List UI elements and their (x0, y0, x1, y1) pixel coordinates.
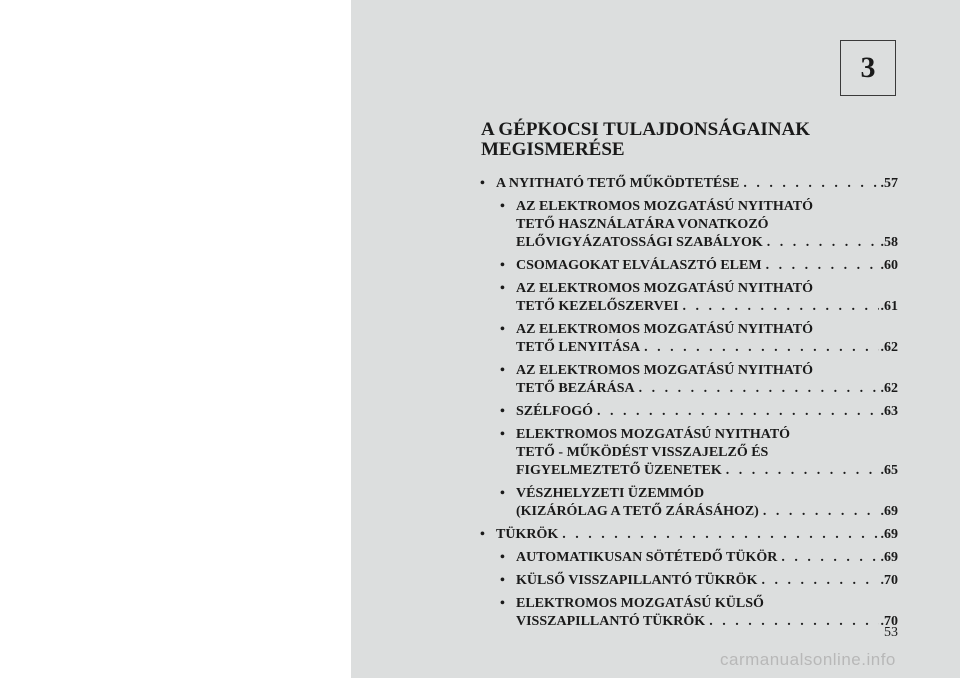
toc-entry-title-line: VISSZAPILLANTÓ TÜKRÖK (516, 614, 706, 629)
toc-entry-title-line: SZÉLFOGÓ (516, 404, 594, 419)
toc-entry-final-line (516, 613, 898, 631)
toc-entry-title-line: CSOMAGOKAT ELVÁLASZTÓ ELEM (516, 258, 762, 273)
toc-entry-title-line: TETŐ HASZNÁLATÁRA VONATKOZÓ (516, 217, 769, 232)
dot-leader (644, 339, 878, 357)
toc-entry-final-line (516, 403, 898, 421)
toc-entry-page: .70 (880, 614, 898, 629)
toc-entry-final-line (496, 175, 898, 193)
dot-leader (781, 549, 878, 567)
toc-entry-page: .61 (880, 299, 898, 314)
bullet-icon: • (500, 322, 505, 337)
toc-entry-title-line: FIGYELMEZTETŐ ÜZENETEK (516, 463, 722, 478)
toc-entry-page: .62 (880, 381, 898, 396)
chapter-number: 3 (860, 51, 876, 84)
toc-entry[interactable] (480, 403, 898, 421)
toc-entry-page: .69 (880, 550, 898, 565)
bullet-icon: • (500, 550, 505, 565)
toc-entry-page: .58 (880, 235, 898, 250)
toc-entry-title-line: A NYITHATÓ TETŐ MŰKÖDTETÉSE (496, 176, 740, 191)
toc-entry-title-line: TETŐ KEZELŐSZERVEI (516, 299, 679, 314)
dot-leader (743, 175, 878, 193)
dot-leader (726, 462, 879, 480)
toc-entry-page: .69 (880, 527, 898, 542)
toc-entry-title-line: AZ ELEKTROMOS MOZGATÁSÚ NYITHATÓ (516, 322, 814, 337)
toc-entry-title-line: VÉSZHELYZETI ÜZEMMÓD (516, 486, 705, 501)
toc-entry[interactable] (480, 549, 898, 567)
toc-entry-final-line (516, 572, 898, 590)
toc-entry-page: .60 (880, 258, 898, 273)
dot-leader (639, 380, 879, 398)
toc-entry-final-line (516, 257, 898, 275)
toc-entry-title-line: AZ ELEKTROMOS MOZGATÁSÚ NYITHATÓ (516, 281, 814, 296)
toc-entry-title-line: TETŐ BEZÁRÁSA (516, 381, 635, 396)
toc-entry[interactable] (480, 595, 898, 631)
dot-leader (597, 403, 878, 421)
toc-entry-page: .63 (880, 404, 898, 419)
toc-entry-page: .57 (880, 176, 898, 191)
toc-entry-final-line (516, 234, 898, 252)
toc-entry-final-line (516, 298, 898, 316)
bullet-icon: • (500, 258, 505, 273)
toc-entry-page: .65 (880, 463, 898, 478)
toc-entry-title-line: AUTOMATIKUSAN SÖTÉTEDŐ TÜKÖR (516, 550, 778, 565)
toc-entry-final-line (516, 380, 898, 398)
dot-leader (767, 234, 879, 252)
watermark-text: carmanualsonline.info (720, 650, 896, 669)
toc-entry-final-line (516, 339, 898, 357)
bullet-icon: • (500, 427, 505, 442)
bullet-icon: • (480, 176, 485, 191)
toc-entry-title-line: (KIZÁRÓLAG A TETŐ ZÁRÁSÁHOZ) (516, 504, 759, 519)
toc-entry[interactable] (480, 280, 898, 316)
toc-entry-final-line (496, 526, 898, 544)
page-title-line: A GÉPKOCSI TULAJDONSÁGAINAK (481, 119, 811, 140)
dot-leader (761, 572, 878, 590)
toc-entry-title-line: ELŐVIGYÁZATOSSÁGI SZABÁLYOK (516, 235, 763, 250)
bullet-icon: • (500, 363, 505, 378)
toc-entry-title-line: AZ ELEKTROMOS MOZGATÁSÚ NYITHATÓ (516, 363, 814, 378)
toc-entry[interactable] (480, 572, 898, 590)
toc-entry-title-line: ELEKTROMOS MOZGATÁSÚ NYITHATÓ (516, 427, 791, 442)
toc-entry-title-line: KÜLSŐ VISSZAPILLANTÓ TÜKRÖK (516, 573, 758, 588)
bullet-icon: • (500, 573, 505, 588)
bullet-icon: • (500, 199, 505, 214)
bullet-icon: • (480, 527, 485, 542)
toc-entry-title-line: TÜKRÖK (496, 527, 559, 542)
dot-leader (766, 257, 879, 275)
toc-entry[interactable] (480, 362, 898, 398)
page-title-line: MEGISMERÉSE (481, 139, 625, 160)
dot-leader (683, 298, 879, 316)
page-title (481, 120, 901, 160)
dot-leader (709, 613, 878, 631)
dot-leader (562, 526, 878, 544)
toc-entry[interactable] (480, 175, 898, 193)
toc-entry[interactable] (480, 426, 898, 480)
toc-entry-title-line: TETŐ LENYITÁSA (516, 340, 641, 355)
bullet-icon: • (500, 404, 505, 419)
toc-entry[interactable] (480, 526, 898, 544)
toc-entry[interactable] (480, 257, 898, 275)
toc-entry[interactable] (480, 485, 898, 521)
toc-entry-title-line: AZ ELEKTROMOS MOZGATÁSÚ NYITHATÓ (516, 199, 814, 214)
toc-entry-page: .70 (880, 573, 898, 588)
dot-leader (763, 503, 879, 521)
toc-entry-title-line: TETŐ - MŰKÖDÉST VISSZAJELZŐ ÉS (516, 445, 769, 460)
toc-entry-final-line (516, 503, 898, 521)
toc-entry-final-line (516, 549, 898, 567)
toc-entry-title-line: ELEKTROMOS MOZGATÁSÚ KÜLSŐ (516, 596, 764, 611)
page-number: 53 (884, 625, 898, 640)
toc-entry-page: .62 (880, 340, 898, 355)
toc-entry-page: .69 (880, 504, 898, 519)
toc-entry[interactable] (480, 321, 898, 357)
bullet-icon: • (500, 486, 505, 501)
bullet-icon: • (500, 596, 505, 611)
bullet-icon: • (500, 281, 505, 296)
chapter-number-box (840, 40, 896, 96)
toc-entry[interactable] (480, 198, 898, 252)
table-of-contents (480, 175, 898, 636)
toc-entry-final-line (516, 462, 898, 480)
